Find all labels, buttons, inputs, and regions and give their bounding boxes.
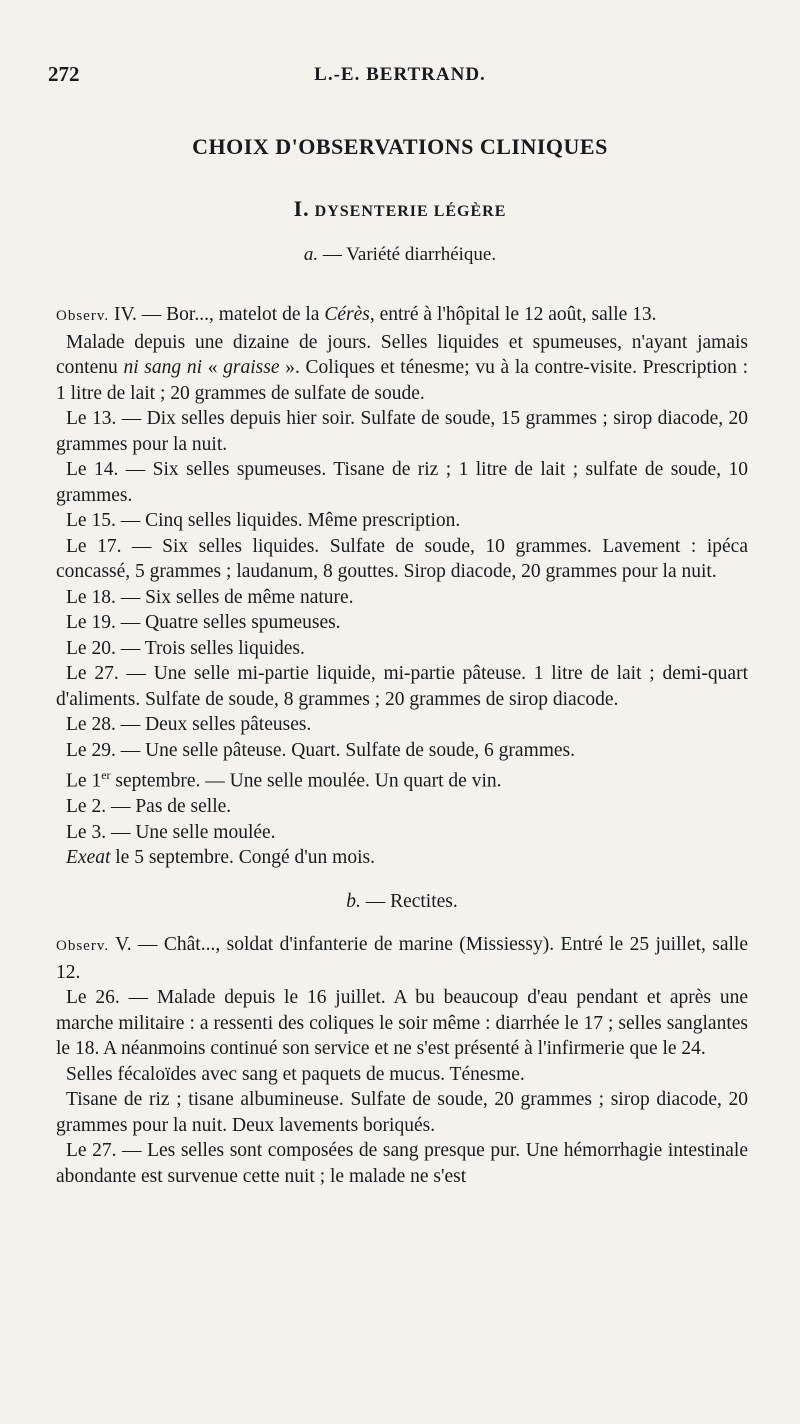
- observation-label: Observ.: [56, 938, 110, 954]
- paragraph: Le 15. — Cinq selles liquides. Même prescription.: [66, 510, 461, 531]
- subsection-title: — Rectites.: [360, 890, 458, 912]
- subsection-heading-b: [56, 889, 748, 915]
- text-run-italic: graisse: [223, 357, 280, 378]
- section-heading: [0, 196, 800, 222]
- paragraph: Le 17. — Six selles liquides. Sulfate de soude, 10 grammes. Lavement : ipéca concassé, 5 grammes ; laudanum, 8 gouttes. Sirop diacode, 20 grammes pour la nuit.: [56, 535, 748, 582]
- text-run: Malade depuis une dizaine de jours. Selles liquides et spumeuses, n'ayant jamais contenu: [56, 331, 748, 378]
- body-text: [56, 302, 748, 1189]
- paragraph: Le 29. — Une selle pâteuse. Quart. Sulfate de soude, 6 grammes.: [66, 739, 576, 761]
- text-run-italic: Exeat: [66, 847, 111, 868]
- observation-5-intro: [56, 932, 748, 985]
- subsection-letter: a.: [303, 244, 319, 265]
- text-run-italic: ni sang ni: [123, 357, 203, 378]
- paragraph: Le 27. — Une selle mi-partie liquide, mi-partie pâteuse. 1 litre de lait ; demi-quart d'aliments. Sulfate de soude, 8 grammes ; 20 grammes de sirop diacode.: [56, 663, 748, 710]
- text-run: , entré à l'hôpital le 12 août, salle 13.: [369, 304, 657, 325]
- subsection-letter: b.: [346, 890, 361, 912]
- page-header: [48, 62, 752, 92]
- subsection-heading-a: [0, 244, 800, 266]
- paragraph: Tisane de riz ; tisane albumineuse. Sulfate de soude, 20 grammes ; sirop diacode, 20 grammes pour la nuit. Deux lavements boriqués.: [56, 1089, 748, 1136]
- paragraph: [56, 845, 748, 871]
- paragraph: Le 18. — Six selles de même nature.: [66, 586, 354, 608]
- observation-label: Observ.: [56, 308, 110, 324]
- paragraph: Le 14. — Six selles spumeuses. Tisane de riz ; 1 litre de lait ; sulfate de soude, 10 grammes.: [56, 459, 748, 506]
- subsection-title: — Variété diarrhéique.: [318, 244, 497, 265]
- paragraph: Le 3. — Une selle moulée.: [66, 821, 276, 843]
- ship-name: Cérès: [324, 304, 370, 325]
- page-number: 272: [48, 62, 80, 86]
- chapter-title: CHOIX D'OBSERVATIONS CLINIQUES: [192, 134, 608, 159]
- paragraph: Selles fécaloïdes avec sang et paquets de mucus. Ténesme.: [66, 1063, 525, 1085]
- paragraph: [56, 330, 748, 407]
- text-run: «: [202, 357, 224, 378]
- paragraph: Le 26. — Malade depuis le 16 juillet. A bu beaucoup d'eau pendant et après une marche militaire : a ressenti des coliques le soir même : diarrhée le 17 ; selles sanglantes le 18. A néanmoins continué son service et ne s'est présenté à l'infirmerie que le 24.: [56, 987, 748, 1059]
- running-head: L.-E. BERTRAND.: [314, 64, 486, 85]
- paragraph: Le 20. — Trois selles liquides.: [66, 637, 305, 659]
- paragraph: Le 27. — Les selles sont composées de sang presque pur. Une hémorrhagie intestinale abondante est survenue cette nuit ; le malade ne s'est: [56, 1140, 748, 1187]
- superscript: er: [101, 768, 111, 782]
- paragraph: Le 28. — Deux selles pâteuses.: [66, 714, 312, 735]
- paragraph: [56, 763, 748, 794]
- paragraph: Le 19. — Quatre selles spumeuses.: [66, 612, 341, 633]
- text-run: ». Coliques et ténesme; vu à la contre-visite. Prescription : 1 litre de lait ; 20 grammes de sulfate de soude.: [56, 357, 749, 404]
- section-numeral: I.: [293, 196, 310, 221]
- paragraph: Le 13. — Dix selles depuis hier soir. Sulfate de soude, 15 grammes ; sirop diacode, 20 grammes pour la nuit.: [56, 408, 748, 455]
- text-run: Le 1: [66, 770, 102, 792]
- observation-4-intro: [56, 302, 748, 330]
- section-title: DYSENTERIE LÉGÈRE: [314, 203, 507, 220]
- text-run: V. — Chât..., soldat d'infanterie de marine (Missiessy). Entré le 25 juillet, salle 12.: [56, 934, 748, 983]
- text-run: IV. — Bor..., matelot de la: [109, 304, 325, 325]
- text-run: le 5 septembre. Congé d'un mois.: [110, 847, 375, 868]
- paragraph: Le 2. — Pas de selle.: [66, 796, 232, 817]
- text-run: septembre. — Une selle moulée. Un quart de vin.: [110, 770, 502, 792]
